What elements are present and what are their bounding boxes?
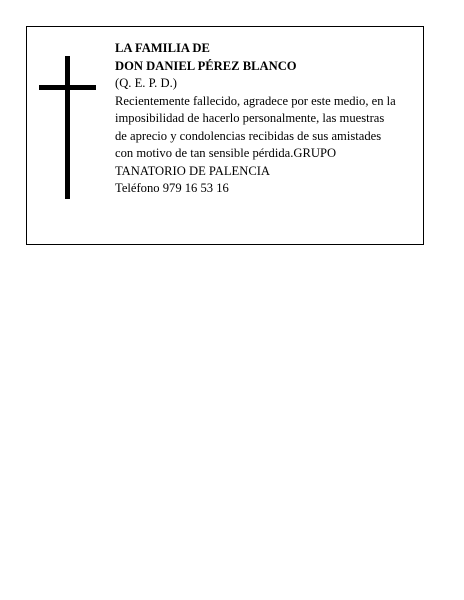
qepd-line: (Q. E. P. D.) [115,76,177,90]
body-line: de aprecio y condolencias recibidas de sus amistades [115,128,382,143]
body-line: con motivo de tan sensible pérdida.GRUPO [115,146,337,160]
cross-vertical-bar [65,56,70,199]
body-line: imposibilidad de hacerlo personalmente, las muestras [115,111,385,125]
heading-line-1: LA FAMILIA DE [115,41,210,55]
cross-horizontal-bar [39,85,96,90]
body-line: Recientemente fallecido, agradece por este medio, en la [115,93,396,108]
heading-line-2: DON DANIEL PÉREZ BLANCO [115,58,297,73]
body-line: TANATORIO DE PALENCIA [115,163,271,178]
notice-text [115,40,421,198]
obituary-notice [26,26,424,245]
phone-line: Teléfono 979 16 53 16 [115,181,229,195]
